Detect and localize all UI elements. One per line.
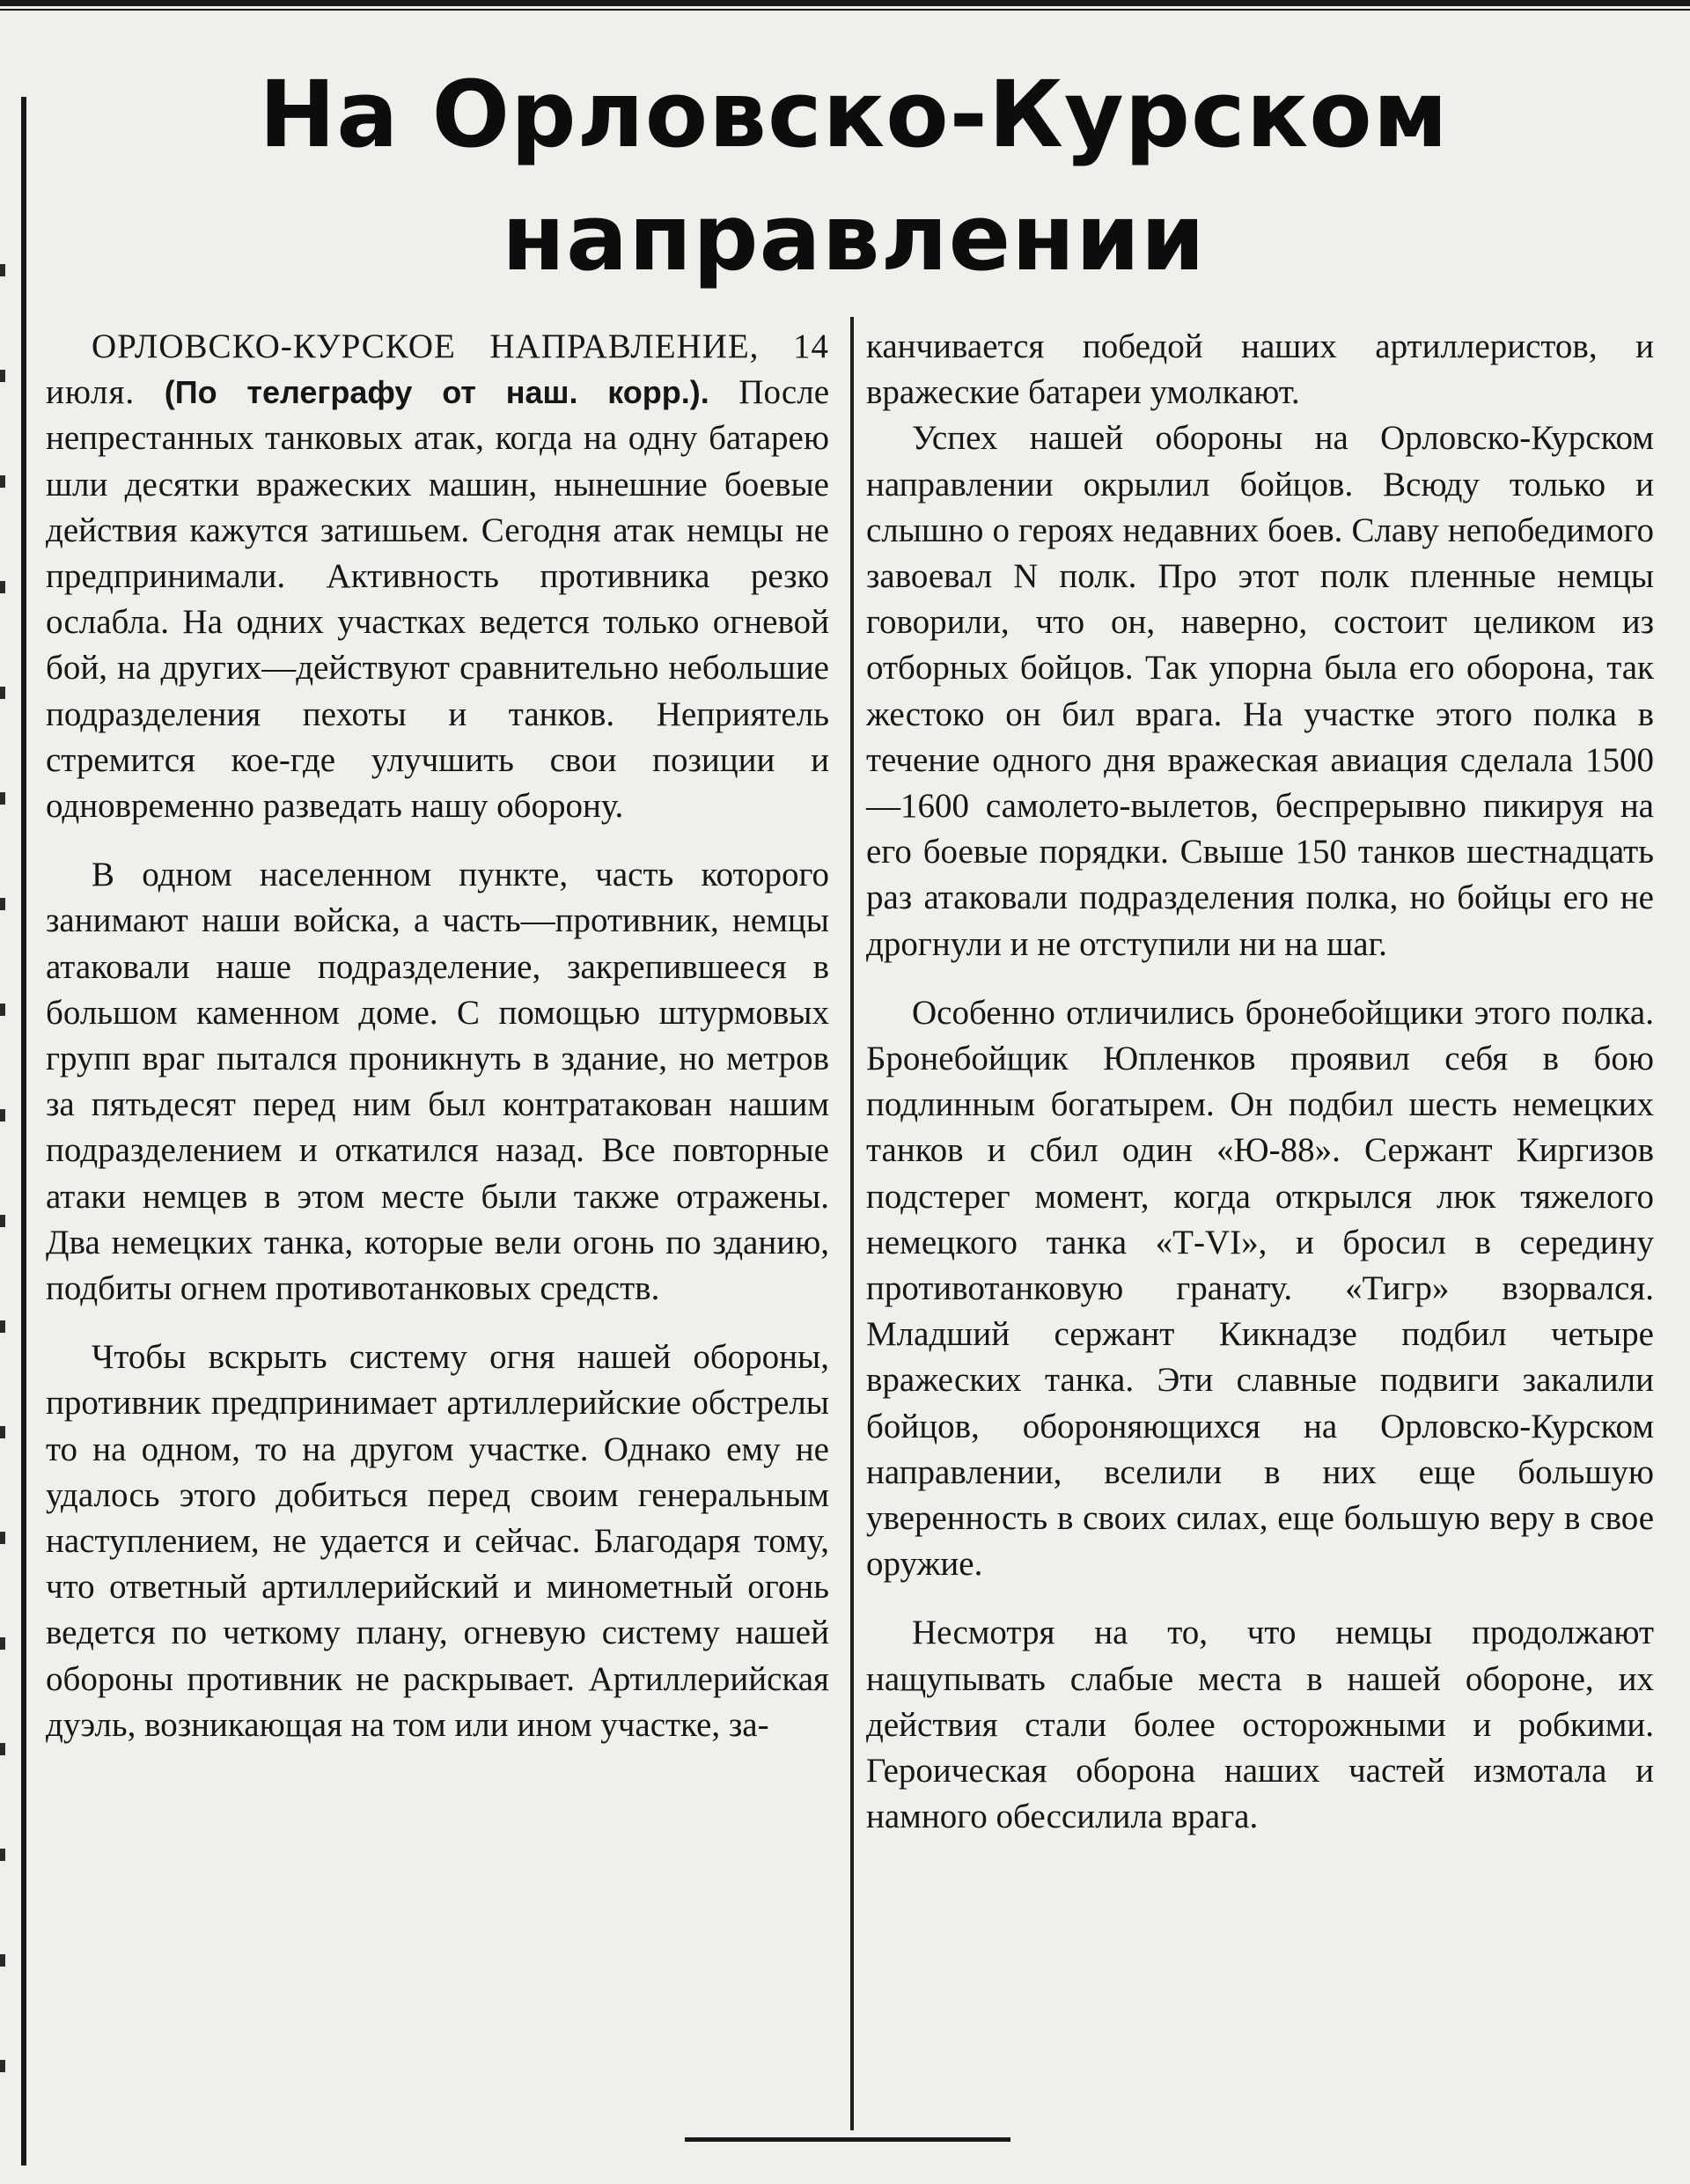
article-source: (По телеграфу от наш. корр.). bbox=[164, 374, 709, 411]
headline-line-2: направлении bbox=[502, 184, 1206, 291]
column-divider bbox=[850, 317, 854, 2130]
article-paragraph-1 bbox=[46, 324, 829, 829]
left-column-rule bbox=[21, 97, 26, 2166]
article-paragraph-3-continued: канчивается победой наших артиллеристов, и вражеские батареи умолкают. bbox=[866, 327, 1654, 412]
article-column-left bbox=[46, 324, 829, 1748]
article-headline bbox=[53, 53, 1655, 299]
left-margin-marks bbox=[0, 264, 5, 2113]
article-paragraph-5: Особенно отличились бронебойщики этого полка. Бронебойщик Юпленков проявил себя в бою подлинным богатырем. Он подбил шесть немецких танков и сбил один «Ю-88». Сержант Киргизов подстерег момент, когда открылся люк тяжелого немецкого танка «Т-VI», и бросил в середину противотанковую гранату. «Тигр» взорвался. Младший сержант Кикнадзе подбил четыре вражеских танка. Эти славные подвиги закалили бойцов, обороняющихся на Орловско-Курском направлении, вселили в них еще большую уверенность в своих силах, еще большую веру в свое оружие. bbox=[866, 993, 1654, 1584]
article-paragraph-3: Чтобы вскрыть систему огня нашей обороны, противник предпринимает артиллерийские обстрелы то на одном, то на другом участке. Однако ему не удалось этого добиться перед своим генеральным наступлением, не удается и сейчас. Благодаря тому, что ответный артиллерийский и минометный огонь ведется по четкому плану, огневую систему нашей обороны противник не раскрывает. Артиллерийская дуэль, возникающая на том или ином участке, за- bbox=[46, 1338, 829, 1744]
article-dateline: ОРЛОВСКО-КУРСКОЕ НАПРАВЛЕНИЕ, 14 июля. bbox=[46, 327, 829, 412]
article-paragraph-1-body: После непрестанных танковых атак, когда на одну батарею шли десятки вражеских машин, нынешние боевые действия кажутся затишьем. Сегодня атак немцы не предпринимали. Активность противника резко ослабла. На одних участках ведется только огневой бой, на других—действуют сравнительно небольшие подразделения пехоты и танков. Неприятель стремится кое-где улучшить свои позиции и одновременно разведать нашу оборону. bbox=[46, 373, 829, 826]
article-end-rule bbox=[685, 2137, 1010, 2142]
headline-line-1: На Орловско-Курском bbox=[259, 61, 1449, 168]
article-column-right bbox=[866, 324, 1654, 1841]
article-paragraph-4: Успех нашей обороны на Орловско-Курском направлении окрылил бойцов. Всюду только и слышно о героях недавних боев. Славу непобедимого завоевал N полк. Про этот полк пленные немцы говорили, что он, наверно, состоит целиком из отборных бойцов. Так упорна была его оборона, так жестоко он бил врага. На участке этого полка в течение одного дня вражеская авиация сделала 1500—1600 самолето-вылетов, беспрерывно пикируя на его боевые порядки. Свыше 150 танков шестнадцать раз атаковали подразделения полка, но бойцы его не дрогнули и не отступили ни на шаг. bbox=[866, 419, 1654, 963]
article-paragraph-6: Несмотря на то, что немцы продолжают нащупывать слабые места в нашей обороне, их действия стали более осторожными и робкими. Героическая оборона наших частей измотала и намного обессилила врага. bbox=[866, 1614, 1654, 1836]
top-border-rule bbox=[0, 0, 1690, 12]
article-paragraph-2: В одном населенном пункте, часть которого занимают наши войска, а часть—противник, немцы атаковали наше подразделение, закрепившееся в большом каменном доме. С помощью штурмовых групп враг пытался проникнуть в здание, но метров за пятьдесят перед ним был контратакован нашим подразделением и откатился назад. Все повторные атаки немцев в этом месте были также отражены. Два немецких танка, которые вели огонь по зданию, подбиты огнем противотанковых средств. bbox=[46, 856, 829, 1308]
